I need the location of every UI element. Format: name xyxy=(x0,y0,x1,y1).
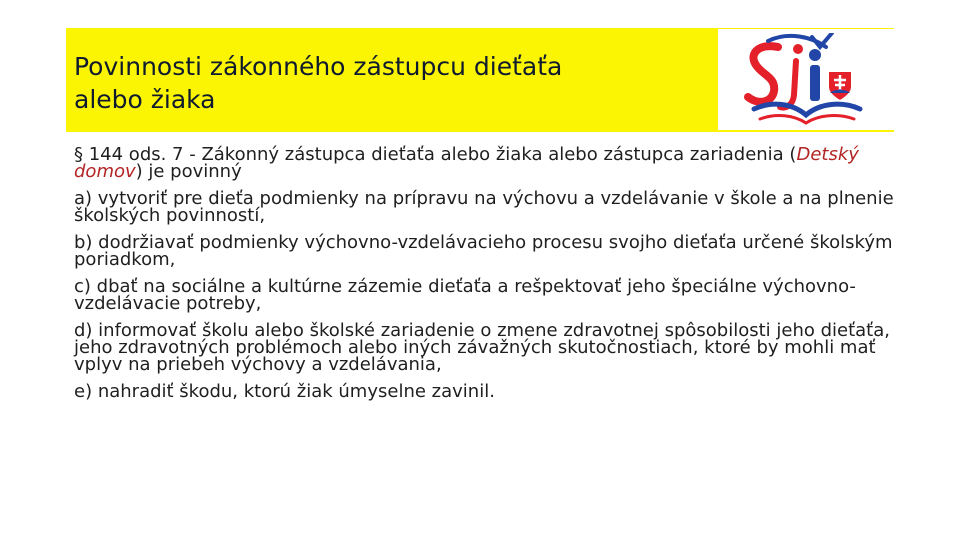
intro-before: § 144 ods. 7 - Zákonný zástupca dieťaťa alebo žiaka alebo zástupca zariadenia ( xyxy=(74,144,797,165)
list-item-c: c) dbať na sociálne a kultúrne zázemie dieťaťa a rešpektovať jeho špeciálne výchovno-vzdelávacie potreby, xyxy=(74,276,856,314)
logo-box xyxy=(718,29,894,130)
intro-paragraph xyxy=(74,146,904,180)
slide-title xyxy=(74,50,694,116)
slide-title-line2: alebo žiaka xyxy=(74,85,216,114)
list-item-a: a) vytvoriť pre dieťa podmienky na prípravu na výchovu a vzdelávanie v škole a na plnenie školských povinností, xyxy=(74,188,894,226)
content-body xyxy=(74,146,904,410)
list-item-b: b) dodržiavať podmienky výchovno-vzdelávacieho procesu svojho dieťaťa určené školským poriadkom, xyxy=(74,232,893,270)
slide-title-line1: Povinnosti zákonného zástupcu dieťaťa xyxy=(74,52,563,81)
list-item-d: d) informovať školu alebo školské zariadenie o zmene zdravotnej spôsobilosti jeho dieťaťa, jeho zdravotných problémoch alebo iných závažných skutočnostiach, ktoré by mohli mať vplyv na priebeh výchovy a vzdelávania, xyxy=(74,320,890,375)
intro-highlight: Detský domov xyxy=(74,144,859,182)
list-item-e: e) nahradiť škodu, ktorú žiak úmyselne zavinil. xyxy=(74,381,495,402)
intro-after: ) je povinný xyxy=(135,161,242,182)
sji-logo-icon xyxy=(742,33,872,127)
